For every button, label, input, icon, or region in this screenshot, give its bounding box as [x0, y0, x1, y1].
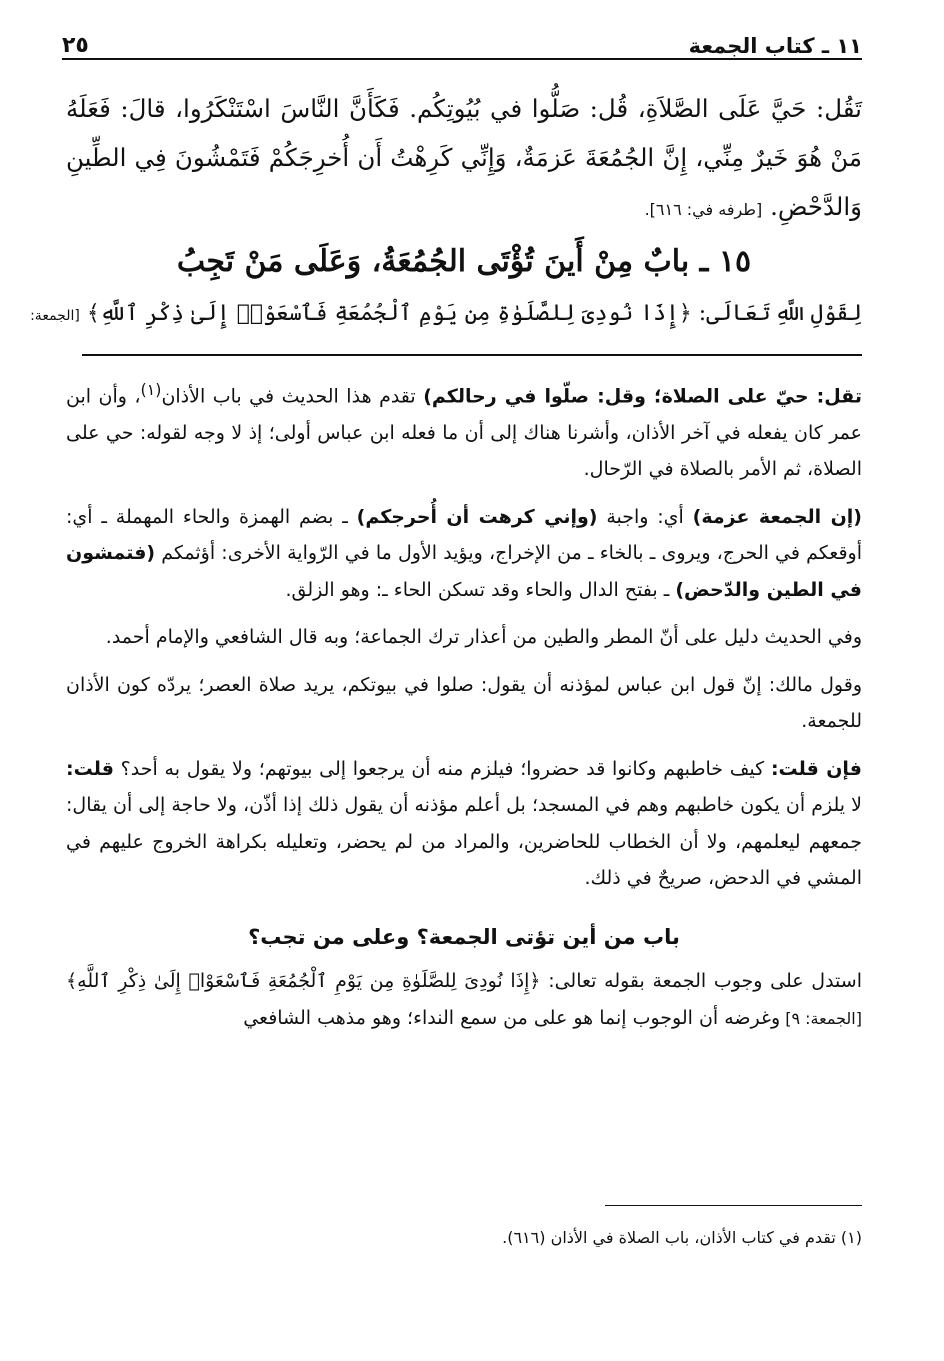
- commentary-text: ، وأن ابن عمر كان يفعله في آخر الأذان، وأشرنا هناك إلى أن ما فعله ابن عباس أولى؛ إذ لا وجه لقوله: حي على الصلاة، ثم الأمر بالصلاة في الرّحال.: [66, 385, 862, 481]
- surah-reference: [الجمعة: ٩]: [780, 1009, 862, 1029]
- footnote-marker[interactable]: (١): [140, 380, 162, 399]
- footnote-divider: [605, 1205, 862, 1206]
- commentary-text: استدل على وجوب الجمعة بقوله تعالى:: [540, 969, 862, 992]
- chapter-verse-line: [30, 292, 862, 338]
- surah-reference: [الجمعة:: [30, 308, 80, 324]
- commentary-text: لا يلزم أن يكون خاطبهم وهم في المسجد؛ بل أعلم مؤذنه أن يقول ذلك إذا أذّن، ولا حاجة إلى أن يقال: جمعهم ليعلمهم، ولا أن الخطاب للحاضرين، والمراد من لم يحضر، وتعليله بكراهة الخروج عليهم في المشي في الدحض، صريحٌ في ذلك.: [66, 794, 862, 890]
- commentary-paragraph: وفي الحديث دليل على أنّ المطر والطين من أعذار ترك الجماعة؛ وبه قال الشافعي والإمام أحمد.: [105, 626, 862, 649]
- commentary-text: أي: واجبة: [597, 505, 693, 528]
- quran-verse: ﴿إِذَا نُودِىَ لِلصَّلَوٰةِ مِن يَوْمِ ٱلْجُمُعَةِ فَٱسْعَوْا۟ إِلَىٰ ذِكْرِ ٱللَّهِ﴾: [86, 301, 692, 326]
- quran-verse: ﴿إِذَا نُودِىَ لِلصَّلَوٰةِ مِن يَوْمِ ٱلْجُمُعَةِ فَٱسْعَوْا۟ إِلَىٰ ذِكْرِ ٱللَّهِ﴾: [66, 969, 541, 992]
- hadith-body: تَقُل: حَيَّ عَلَى الصَّلاَةِ، قُل: صَلُّوا في بُيُوتِكُم. فَكَأَنَّ النَّاسَ اسْتَنْكَرُوا، قالَ: فَعَلَهُ مَنْ هُوَ خَيرٌ مِنِّي، إِنَّ الجُمُعَةَ عَزمَةٌ، وَإِنِّي كَرِهْتُ أَن أُخرِجَكُمْ فَتَمْشُونَ فِي الطِّينِ وَالدَّحْضِ.: [66, 94, 862, 221]
- commentary-heading: باب من أين تؤتى الجمعة؟ وعلى من تجب؟: [248, 924, 680, 949]
- verse-intro: لِقَوْلِ اللَّهِ تَعَالَى:: [698, 301, 862, 326]
- quoted-phrase: تقل: حيّ على الصلاة؛ وقل: صلّوا في رحالكم): [423, 385, 862, 408]
- quoted-phrase: (إن الجمعة عزمة): [692, 505, 862, 528]
- answer-label: قلت:: [66, 757, 114, 780]
- running-header: [62, 26, 862, 60]
- commentary-text: تقدم هذا الحديث في باب الأذان: [161, 385, 424, 408]
- commentary-paragraph: [66, 963, 862, 1038]
- hadith-text: [66, 84, 862, 234]
- commentary-paragraph: [66, 499, 862, 609]
- quoted-phrase: (فتمشون في الطين والدّحض): [66, 542, 862, 601]
- commentary-paragraph: وقول مالك: إنّ قول ابن عباس لمؤذنه أن يقول: صلوا في بيوتكم، يريد صلاة العصر؛ يردّه كون الأذان للجمعة.: [66, 673, 862, 733]
- commentary-text: كيف خاطبهم وكانوا قد حضروا؛ فيلزم منه أن يرجعوا إلى بيوتهم؛ ولا يقول به أحد؟: [113, 757, 771, 780]
- chapter-header: ١١ ـ كتاب الجمعة: [688, 34, 862, 58]
- commentary-text: ـ بضم الهمزة والحاء المهملة ـ أي: أوقعكم في الحرج، ويروى ـ بالخاء ـ من الإخراج، ويؤيد الأول ما في الرّواية الأخرى: أؤثمكم: [66, 505, 862, 565]
- commentary: [66, 372, 862, 1049]
- chapter-title: ١٥ ـ بابٌ مِنْ أَينَ تُؤْتَى الجُمُعَةُ، وَعَلَى مَنْ تَجِبُ: [176, 244, 752, 279]
- commentary-paragraph: [66, 372, 862, 488]
- quoted-phrase: (وإني كرهت أن أُحرجكم): [356, 505, 598, 528]
- footnote: (١) تقدم في كتاب الأذان، باب الصلاة في الأذان (٦١٦).: [502, 1228, 862, 1247]
- question-label: فإن قلت:: [770, 757, 862, 780]
- commentary-text: ـ بفتح الدال والحاء وقد تسكن الحاء ـ: وهو الزلق.: [285, 578, 676, 601]
- page-number: ٢٥: [62, 33, 89, 58]
- hadith-cross-reference: [طرفه في: ٦١٦].: [644, 200, 763, 219]
- commentary-paragraph: [66, 751, 862, 897]
- section-divider: [82, 354, 862, 356]
- commentary-text: وغرضه أن الوجوب إنما هو على من سمع النداء؛ وهو مذهب الشافعي: [243, 1007, 781, 1030]
